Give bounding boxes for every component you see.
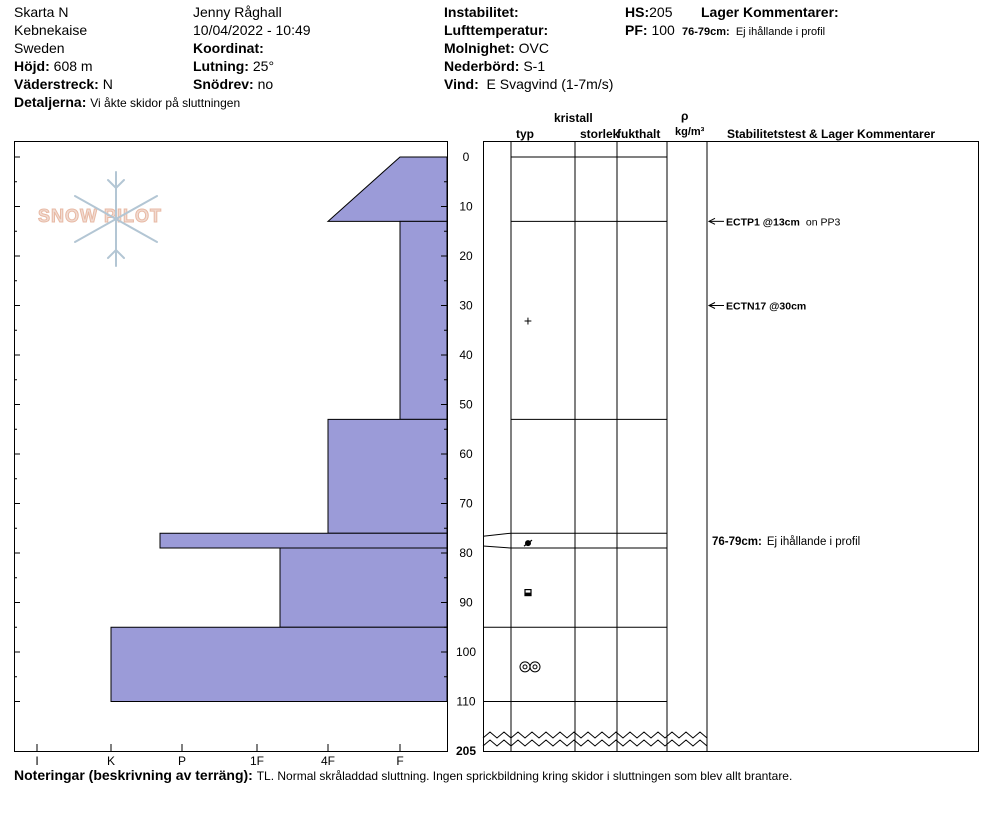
hardness-layer-0 (328, 157, 447, 221)
hardness-axis (35, 744, 403, 768)
stability-test-1 (709, 301, 806, 313)
instability-label: Instabilitet: (444, 4, 519, 20)
layer-comment-label: 76-79cm: Ej ihållande i profil (712, 536, 861, 549)
depth-label-90: 90 (459, 595, 473, 610)
details-value: Vi åkte skidor på sluttningen (90, 96, 241, 110)
column-fukthalt: fukthalt (617, 127, 661, 141)
hardness-tick-label-F: F (396, 754, 404, 768)
wind-label: Vind: (444, 76, 479, 92)
header-layer-comment-text: Ej ihållande i profil (735, 26, 826, 38)
column-density-unit: kg/m³ (675, 126, 705, 138)
depth-label-40: 40 (459, 348, 473, 362)
pf-label: PF: (625, 22, 648, 38)
notes-text: TL. Normal skråladdad sluttning. Ingen sprickbildning kring skidor i sluttningen som blev allt brantare. (256, 769, 793, 783)
elevation-label: Höjd: (14, 58, 50, 74)
layer-comments-label: Lager Kommentarer: (701, 4, 839, 20)
coordinate-label: Koordinat: (193, 40, 264, 56)
aspect-label: Väderstreck: (14, 76, 99, 92)
depth-label-80: 80 (459, 546, 473, 560)
notes-label: Noteringar (beskrivning av terräng): (14, 767, 253, 783)
slope-label: Lutning: (193, 58, 249, 74)
hardness-layer-3 (160, 533, 447, 548)
layer-table-frame (484, 142, 979, 752)
grain-melt-freeze-icon (520, 662, 540, 672)
observer-name: Jenny Råghall (193, 4, 282, 20)
depth-label-10: 10 (459, 199, 473, 214)
hardness-layer-5 (111, 627, 447, 701)
sky-label: Molnighet: (444, 40, 515, 56)
grain-symbols (520, 312, 540, 671)
layer-table-grid (483, 141, 707, 751)
location-name: Skarta N (14, 4, 69, 20)
airtemp-label: Lufttemperatur: (444, 22, 549, 38)
depth-label-50: 50 (459, 397, 473, 412)
depth-label-0: 0 (462, 150, 470, 164)
hardness-tick-label-1F: 1F (249, 754, 265, 768)
hs-label: HS: (625, 4, 650, 20)
column-typ: typ (516, 127, 534, 141)
stability-test-label: ECTN17 @30cm (726, 300, 807, 313)
precip-label: Nederbörd: (444, 58, 520, 74)
column-kristall: kristall (554, 111, 593, 125)
layer-connector (483, 546, 511, 548)
depth-label-20: 20 (459, 249, 473, 263)
drift-label: Snödrev: (193, 76, 254, 92)
depth-label-70: 70 (459, 496, 473, 511)
hardness-layers (111, 157, 447, 702)
notes-row (14, 767, 792, 785)
column-stability: Stabilitetstest & Lager Kommentarer (727, 127, 936, 141)
snowflake-icon (75, 172, 157, 266)
depth-label-bottom: 205 (455, 744, 477, 758)
details-label: Detaljerna: (14, 94, 87, 110)
depth-label-30: 30 (459, 298, 473, 313)
column-storlek: storlek (580, 127, 620, 141)
column-rho: ρ (681, 109, 689, 123)
layer-connector (483, 533, 511, 536)
grain-faceted-icon (525, 590, 531, 596)
aspect-value: N (102, 76, 113, 92)
stability-test-0 (709, 216, 840, 228)
hardness-tick-label-K: K (106, 754, 116, 768)
axis-break-zigzag (483, 740, 707, 746)
hardness-tick-label-P: P (177, 754, 187, 768)
depth-label-110: 110 (456, 694, 476, 709)
area-name: Kebnekaise (14, 22, 88, 38)
precip-value: S-1 (523, 58, 546, 74)
snowpilot-logo-text: SNOW PILOT (38, 206, 162, 226)
observation-datetime: 10/04/2022 - 10:49 (193, 22, 311, 38)
hardness-tick-label-I: I (35, 754, 39, 768)
stability-test-label: ECTP1 @13cm on PP3 (726, 216, 841, 229)
wind-value: E Svagvind (1-7m/s) (486, 76, 614, 92)
country-name: Sweden (14, 40, 65, 56)
depth-label-60: 60 (459, 447, 473, 461)
slope-value: 25° (252, 58, 275, 74)
hardness-layer-2 (328, 419, 447, 533)
hardness-tick-label-4F: 4F (320, 754, 336, 768)
sky-value: OVC (518, 40, 549, 56)
header-layer-comment-range: 76-79cm: (682, 26, 730, 38)
hs-value: 205 (649, 4, 673, 20)
hardness-layer-4 (280, 548, 447, 627)
axis-break-zigzag (483, 732, 707, 738)
depth-label-100: 100 (455, 645, 477, 659)
pf-value: 100 (651, 22, 675, 38)
grain-precip-particle-icon: + (523, 312, 533, 329)
hardness-layer-1 (400, 221, 447, 419)
grain-faceted-rounded-icon (524, 540, 532, 546)
elevation-value: 608 m (53, 58, 93, 74)
stability-tests (709, 216, 860, 548)
drift-value: no (257, 76, 274, 92)
